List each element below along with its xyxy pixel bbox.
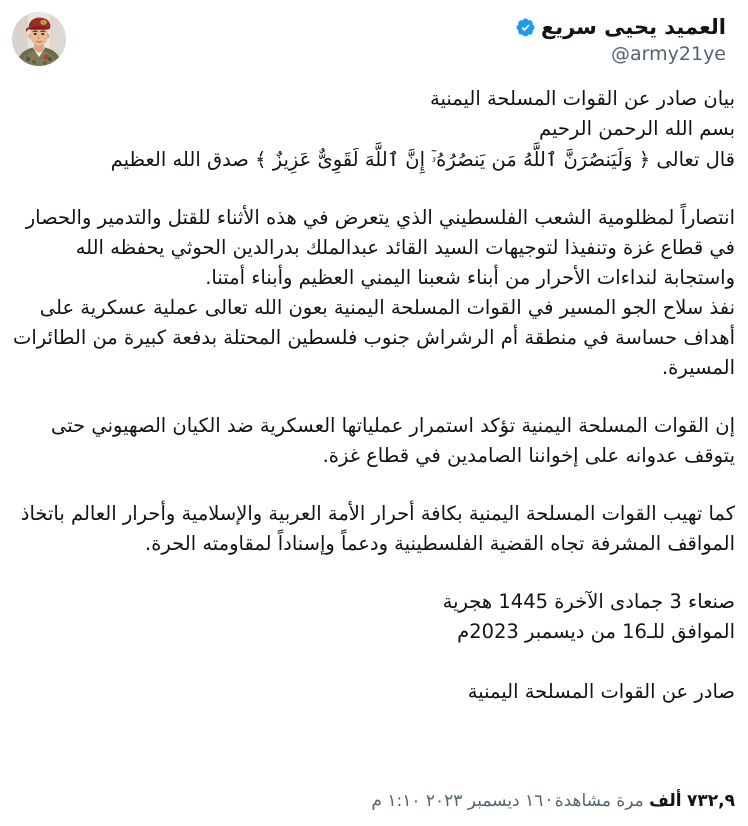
statement-signature: صادر عن القوات المسلحة اليمنية [467, 680, 735, 703]
tweet-footer [0, 790, 748, 826]
author-name-row [66, 14, 726, 40]
author-display-name[interactable]: العميد يحيى سريع [540, 15, 726, 39]
avatar[interactable] [12, 12, 66, 66]
post-date: ١٦ ديسمبر ٢٠٢٣ [425, 791, 544, 811]
views-unit: ألف [649, 791, 682, 811]
post-time: ١:١٠ م [371, 791, 421, 811]
views-count: ٧٣٢,٩ [687, 791, 735, 811]
tweet-header [0, 0, 748, 74]
basmala-line: بسم الله الرحمن الرحيم [539, 117, 735, 140]
tweet-metadata [13, 790, 735, 812]
author-handle[interactable]: @army21ye [611, 43, 726, 65]
date-hijri: صنعاء 3 جمادى الآخرة 1445 هجرية [442, 590, 735, 613]
statement-paragraph-4: كما تهيب القوات المسلحة اليمنية بكافة أحرار الأمة العربية والإسلامية وأحرار العالم باتخاذ المواقف المشرفة تجاه القضية الفلسطينية ودعماً وإسناداً لمقاومته الحرة. [14, 502, 735, 555]
statement-paragraph-3: إن القوات المسلحة اليمنية تؤكد استمرار عملياتها العسكرية ضد الكيان الصهيوني حتى يتوقف عدوانه على إخواننا الصامدين في قطاع غزة. [44, 414, 735, 467]
verified-check-icon [515, 17, 536, 38]
date-gregorian: الموافق للـ16 من ديسمبر 2023م [457, 620, 735, 643]
metadata-separator: · [546, 791, 552, 811]
statement-heading: بيان صادر عن القوات المسلحة اليمنية [430, 87, 735, 110]
statement-paragraph-2: نفذ سلاح الجو المسير في القوات المسلحة اليمنية بعون الله تعالى عملية عسكرية على أهداف حساسة في منطقة أم الرشراش جنوب فلسطين المحتلة بدفعة كبيرة من الطائرات المسيرة. [6, 296, 735, 379]
tweet-text-body [0, 74, 748, 790]
quran-verse-line: قال تعالى ﴿ وَلَيَنصُرَنَّ ٱللَّهُ مَن يَنصُرُهُۥٓ إِنَّ ٱللَّهَ لَقَوِىٌّ عَزِيزٌ ﴾ صدق الله العظيم [110, 148, 735, 171]
views-label: مرة مشاهدة [554, 791, 644, 811]
author-identity [66, 12, 736, 66]
statement-paragraph-1: انتصاراً لمظلومية الشعب الفلسطيني الذي يتعرض في هذه الأثناء للقتل والتدمير والحصار في قطاع غزة وتنفيذا لتوجيهات السيد القائد عبدالملك بدرالدين الحوثي يحفظه الله واستجابة لنداءات الأحرار من أبناء شعبنا اليمني العظيم وأبناء أمتنا. [19, 206, 735, 289]
